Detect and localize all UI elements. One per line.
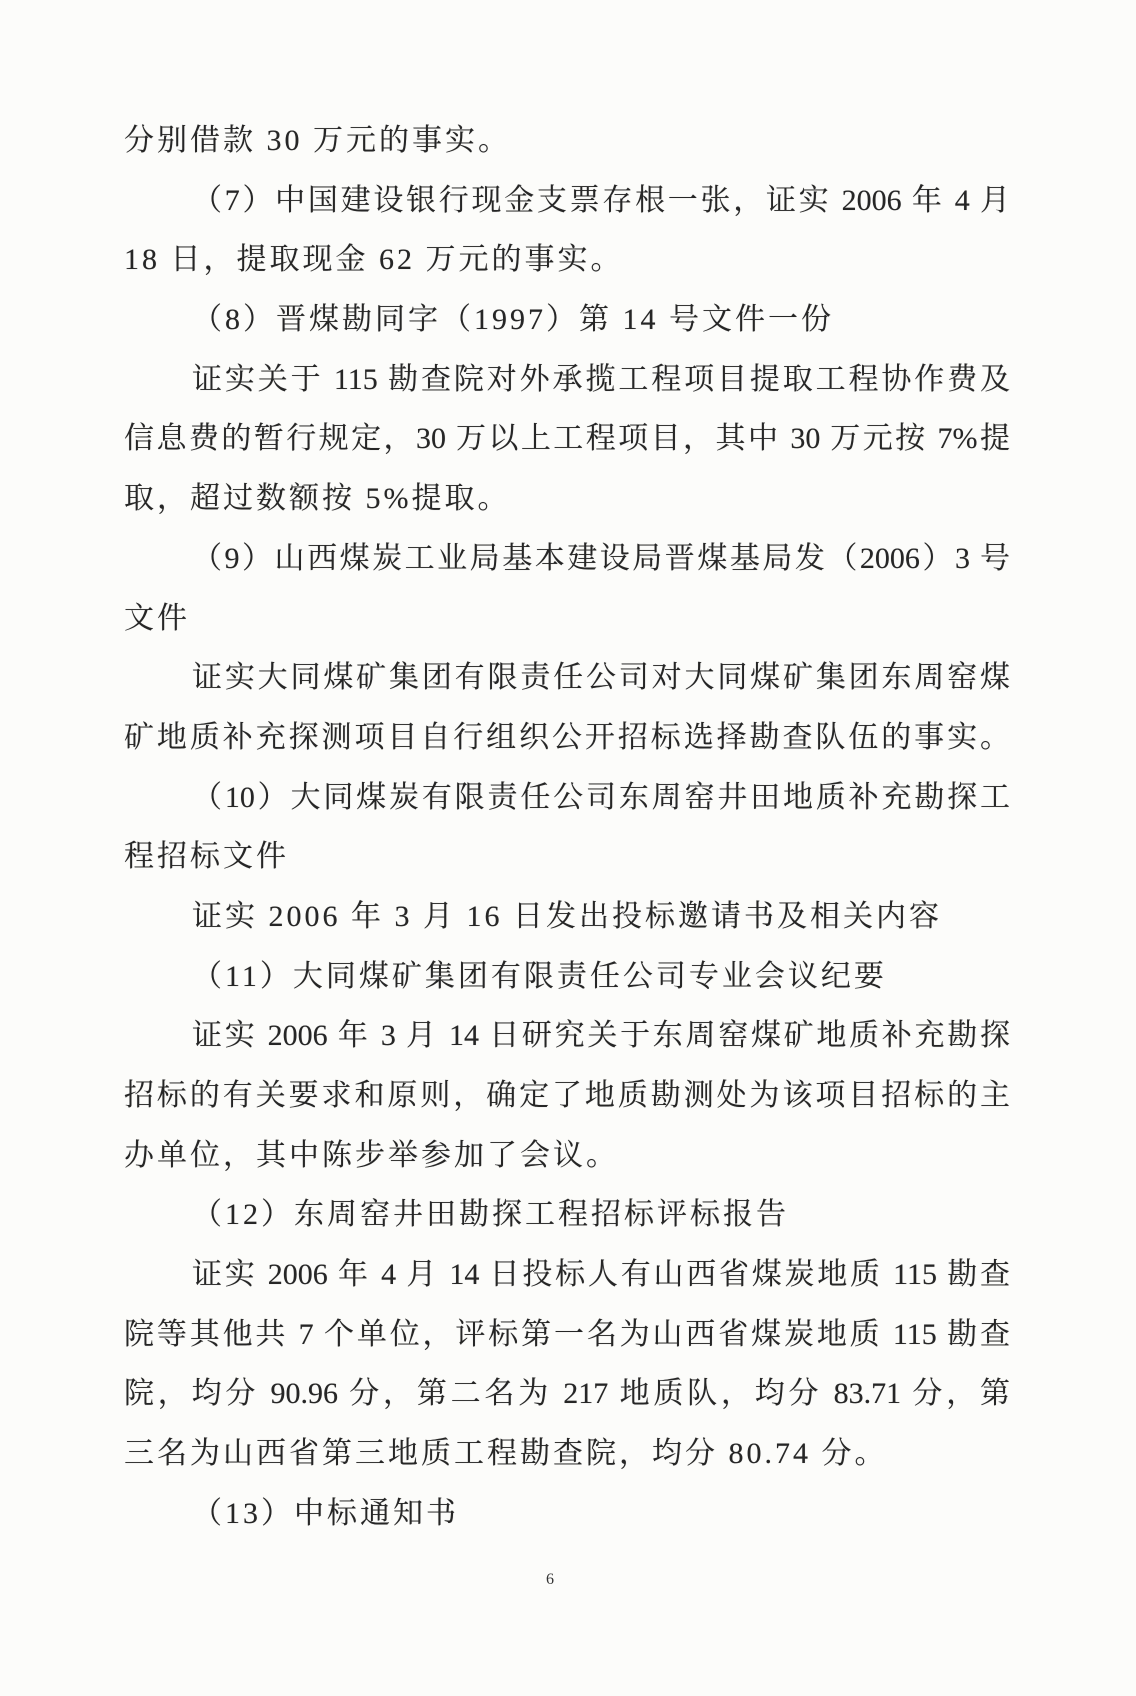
text-line: （11）大同煤矿集团有限责任公司专业会议纪要 bbox=[192, 959, 887, 993]
text-line: （12）东周窑井田勘探工程招标评标报告 bbox=[192, 1198, 789, 1232]
text-line: （13）中标通知书 bbox=[192, 1496, 459, 1530]
paragraph-continuation bbox=[124, 111, 1010, 171]
text-line: 分别借款 30 万元的事实。 bbox=[124, 124, 511, 157]
text-line: 18 日，提取现金 62 万元的事实。 bbox=[124, 243, 624, 277]
evidence-item-11-description bbox=[124, 1006, 1010, 1185]
document-body bbox=[124, 111, 1010, 1544]
evidence-item-10 bbox=[124, 768, 1010, 887]
text-line: （9）山西煤炭工业局基本建设局晋煤基局发（2006）3 号 bbox=[192, 541, 1010, 575]
text-line: 招标的有关要求和原则，确定了地质勘测处为该项目招标的主 bbox=[124, 1079, 1010, 1112]
text-line: 程招标文件 bbox=[124, 840, 289, 874]
page-number: 6 bbox=[546, 1571, 554, 1588]
text-line: （10）大同煤炭有限责任公司东周窑井田地质补充勘探工 bbox=[192, 780, 1010, 814]
evidence-item-8 bbox=[124, 290, 1010, 350]
text-line: 文件 bbox=[124, 601, 190, 635]
text-line: 院，均分 90.96 分，第二名为 217 地质队，均分 83.71 分，第 bbox=[124, 1377, 1010, 1411]
text-line: 证实 2006 年 3 月 14 日研究关于东周窑煤矿地质补充勘探 bbox=[192, 1019, 1010, 1053]
text-line: 证实 2006 年 3 月 16 日发出投标邀请书及相关内容 bbox=[192, 899, 942, 933]
text-line: 信息费的暂行规定，30 万以上工程项目，其中 30 万元按 7%提 bbox=[124, 422, 1010, 456]
text-line: 证实关于 115 勘查院对外承揽工程项目提取工程协作费及 bbox=[192, 362, 1010, 396]
evidence-item-9 bbox=[124, 529, 1010, 648]
text-line: 矿地质补充探测项目自行组织公开招标选择勘查队伍的事实。 bbox=[124, 720, 1010, 754]
text-line: 取，超过数额按 5%提取。 bbox=[124, 482, 511, 516]
text-line: 三名为山西省第三地质工程勘查院，均分 80.74 分。 bbox=[124, 1437, 888, 1471]
evidence-item-13 bbox=[124, 1484, 1010, 1544]
text-line: 办单位，其中陈步举参加了会议。 bbox=[124, 1138, 619, 1172]
text-line: （7）中国建设银行现金支票存根一张，证实 2006 年 4 月 bbox=[192, 183, 1010, 217]
evidence-item-10-description bbox=[124, 887, 1010, 947]
text-line: （8）晋煤勘同字（1997）第 14 号文件一份 bbox=[192, 303, 834, 337]
evidence-item-9-description bbox=[124, 648, 1010, 767]
evidence-item-7 bbox=[124, 171, 1010, 290]
evidence-item-11 bbox=[124, 947, 1010, 1007]
text-line: 证实 2006 年 4 月 14 日投标人有山西省煤炭地质 115 勘查 bbox=[192, 1258, 1010, 1292]
evidence-item-12-description bbox=[124, 1245, 1010, 1484]
text-line: 院等其他共 7 个单位，评标第一名为山西省煤炭地质 115 勘查 bbox=[124, 1317, 1010, 1351]
text-line: 证实大同煤矿集团有限责任公司对大同煤矿集团东周窑煤 bbox=[192, 661, 1010, 695]
evidence-item-8-description bbox=[124, 350, 1010, 529]
evidence-item-12 bbox=[124, 1185, 1010, 1245]
